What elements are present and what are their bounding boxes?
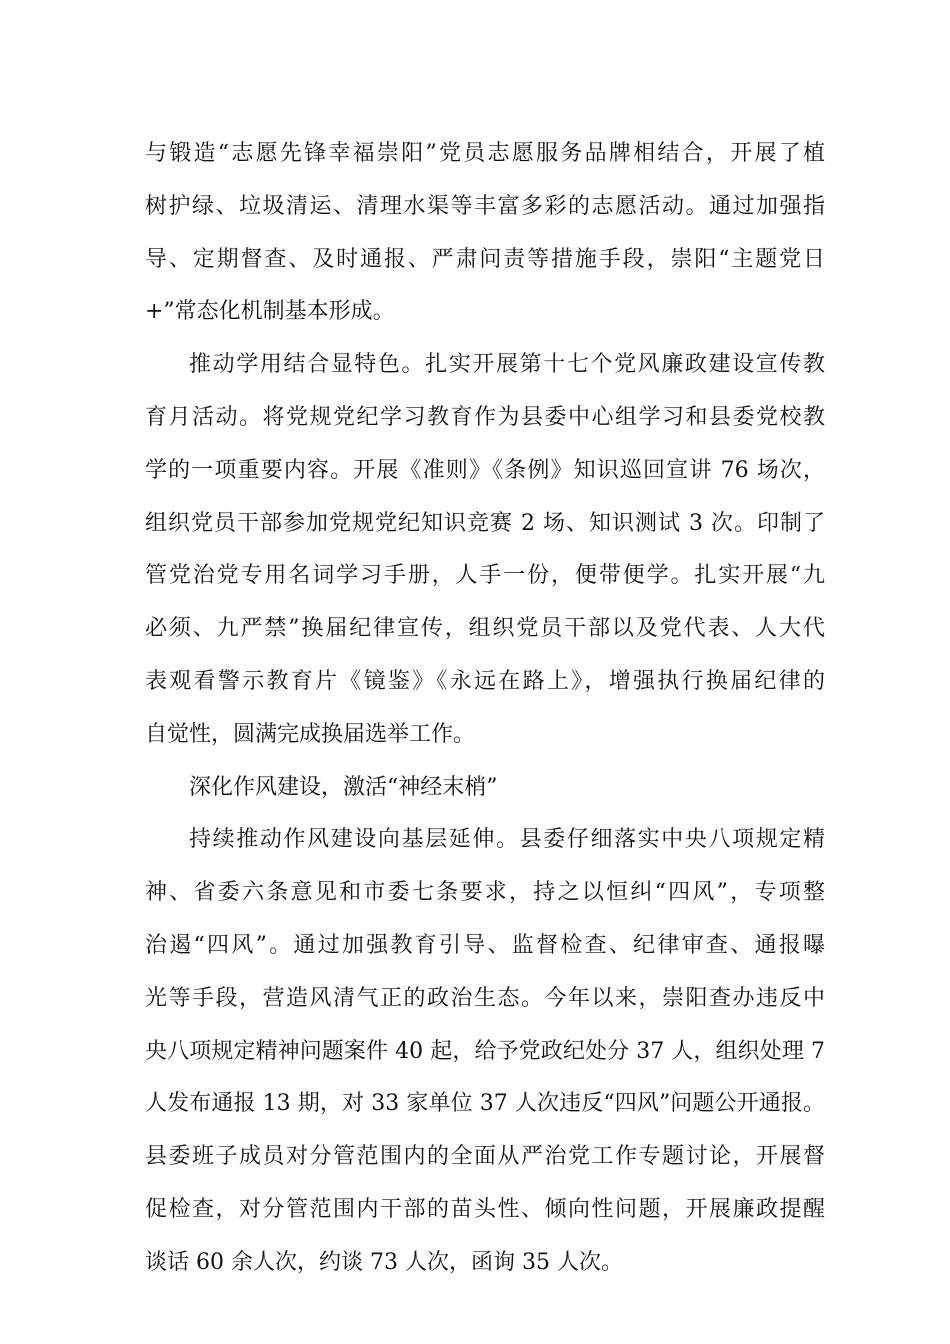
text-line: 光等手段，营造风清气正的政治生态。今年以来，崇阳查办违反中 xyxy=(145,985,825,1011)
text-line: 必须、九严禁”换届纪律宣传，组织党员干部以及党代表、人大代 xyxy=(145,616,825,642)
text-line: 管党治党专用名词学习手册，人手一份，便带便学。扎实开展“九 xyxy=(145,563,825,589)
text-line: 治遏“四风”。通过加强教育引导、监督检查、纪律审查、通报曝 xyxy=(145,932,825,958)
section-heading: 深化作风建设，激活“神经末梢” xyxy=(189,774,498,800)
text-line: 组织党员干部参加党规党纪知识竞赛 2 场、知识测试 3 次。印制了 xyxy=(145,510,825,536)
text-line: 人发布通报 13 期，对 33 家单位 37 人次违反“四风”问题公开通报。 xyxy=(145,1091,825,1117)
text-line: 自觉性，圆满完成换届选举工作。 xyxy=(145,721,476,747)
text-line: 央八项规定精神问题案件 40 起，给予党政纪处分 37 人，组织处理 7 xyxy=(145,1038,825,1064)
body-text xyxy=(145,128,825,1290)
text-line: 神、省委六条意见和市委七条要求，持之以恒纠“四风”，专项整 xyxy=(145,880,825,906)
text-line: +”常态化机制基本形成。 xyxy=(145,299,395,325)
text-line: 促检查，对分管范围内干部的苗头性、倾向性问题，开展廉政提醒 xyxy=(145,1196,825,1222)
text-line: 谈话 60 余人次，约谈 73 人次，函询 35 人次。 xyxy=(145,1249,623,1275)
text-line: 学的一项重要内容。开展《准则》《条例》知识巡回宣讲 76 场次， xyxy=(145,457,825,483)
text-line: 表观看警示教育片《镜鉴》《永远在路上》，增强执行换届纪律的 xyxy=(145,668,825,694)
text-line: 树护绿、垃圾清运、清理水渠等丰富多彩的志愿活动。通过加强指 xyxy=(145,193,825,219)
text-line: 县委班子成员对分管范围内的全面从严治党工作专题讨论，开展督 xyxy=(145,1144,825,1170)
text-line: 育月活动。将党规党纪学习教育作为县委中心组学习和县委党校教 xyxy=(145,404,825,430)
text-line: 与锻造“志愿先锋幸福崇阳”党员志愿服务品牌相结合，开展了植 xyxy=(145,141,825,166)
paragraph-heading-line: 持续推动作风建设向基层延伸。县委仔细落实中央八项规定精 xyxy=(189,827,825,853)
text-line: 导、定期督查、及时通报、严肃问责等措施手段，崇阳“主题党日 xyxy=(145,246,825,272)
paragraph-heading-line: 推动学用结合显特色。扎实开展第十七个党风廉政建设宣传教 xyxy=(189,352,825,378)
